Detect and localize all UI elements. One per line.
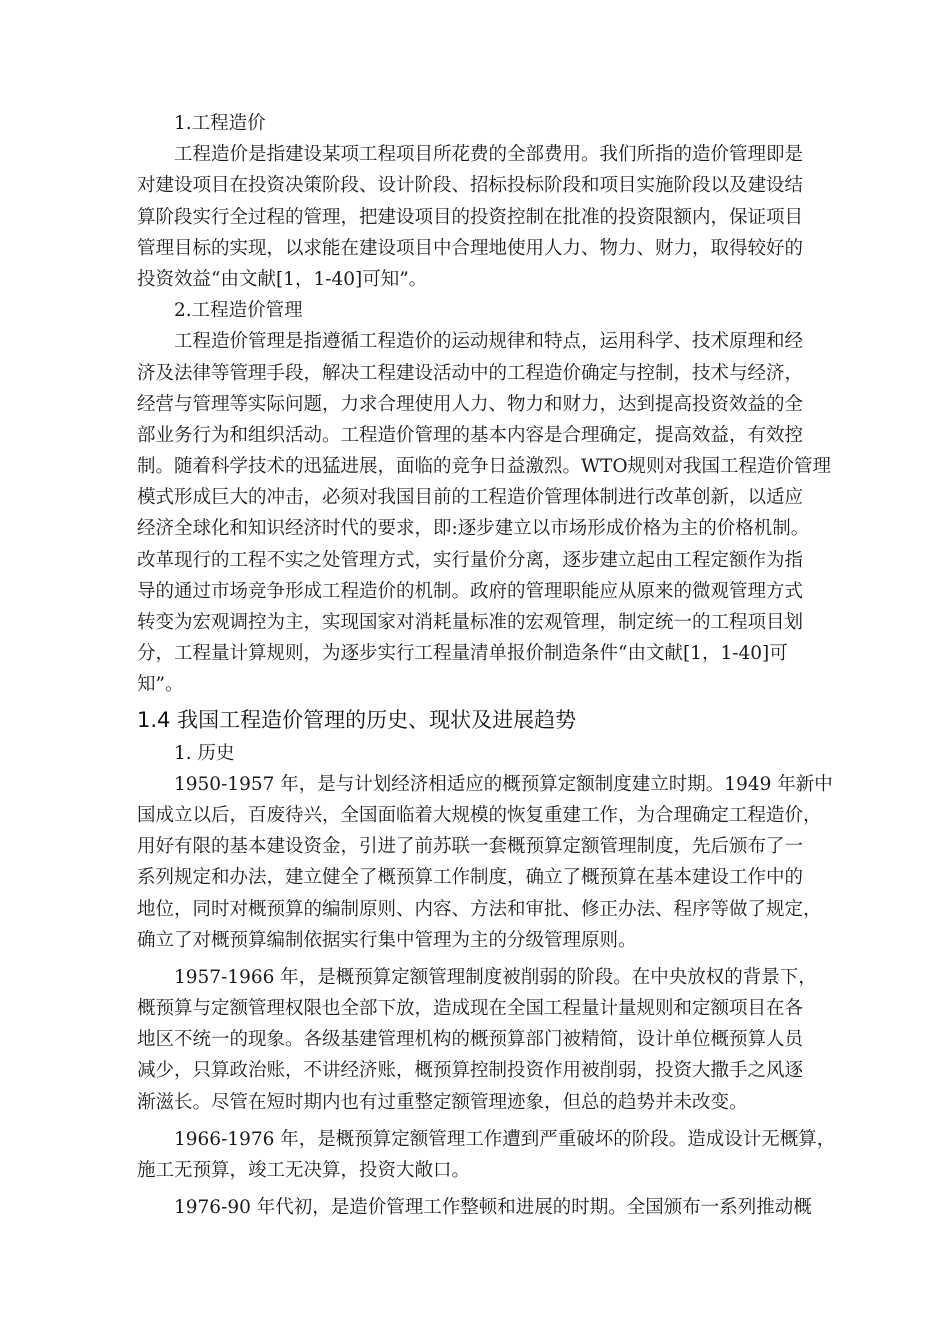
history-para-2-line: 减少，只算政治账，不讲经济账，概预算控制投资作用被削弱，投资大撒手之风逐 bbox=[137, 1060, 804, 1082]
section-2-line: 制。随着科学技术的迅猛进展，面临的竞争日益激烈。WTO规则对我国工程造价管理 bbox=[137, 456, 832, 478]
history-para-1-line: 地位，同时对概预算的编制原则、内容、方法和审批、修正办法、程序等做了规定， bbox=[137, 898, 822, 920]
history-para-1-line: 1950-1957 年，是与计划经济相适应的概预算定额制度建立时期。1949 年新中 bbox=[174, 773, 833, 795]
section-2-line: 部业务行为和组织活动。工程造价管理的基本内容是合理确定，提高效益，有效控 bbox=[137, 424, 804, 446]
history-para-2-line: 地区不统一的现象。各级基建管理机构的概预算部门被精简，设计单位概预算人员 bbox=[137, 1029, 804, 1051]
section-2-line: 分，工程量计算规则，为逐步实行工程量清单报价制造条件“由文献[1，1-40]可 bbox=[137, 643, 788, 665]
section-2-line: 导的通过市场竞争形成工程造价的机制。政府的管理职能应从原来的微观管理方式 bbox=[137, 580, 804, 602]
history-para-1-line: 确立了对概预算编制依据实行集中管理为主的分级管理原则。 bbox=[137, 929, 637, 951]
section-2-line: 改革现行的工程不实之处管理方式，实行量价分离，逐步建立起由工程定额作为指 bbox=[137, 549, 804, 571]
section-1-label: 1.工程造价 bbox=[174, 113, 266, 134]
document-page bbox=[137, 108, 851, 1223]
section-2-label: 2.工程造价管理 bbox=[174, 300, 303, 322]
history-label: 1. 历史 bbox=[174, 742, 235, 764]
section-heading-1-4: 1.4 我国工程造价管理的历史、现状及进展趋势 bbox=[137, 707, 577, 732]
section-2-line: 经济全球化和知识经济时代的要求，即:逐步建立以市场形成价格为主的价格机制。 bbox=[137, 518, 810, 540]
history-para-1-line: 用好有限的基本建设资金，引进了前苏联一套概预算定额管理制度，先后颁布了一 bbox=[137, 836, 804, 858]
section-1-line: 算阶段实行全过程的管理，把建设项目的投资控制在批准的投资限额内，保证项目 bbox=[137, 206, 804, 228]
section-2-line: 转变为宏观调控为主，实现国家对消耗量标准的宏观管理，制定统一的工程项目划 bbox=[137, 612, 804, 633]
section-1-line: 工程造价是指建设某项工程项目所花费的全部费用。我们所指的造价管理即是 bbox=[174, 144, 804, 166]
section-1-line: 对建设项目在投资决策阶段、设计阶段、招标投标阶段和项目实施阶段以及建设结 bbox=[137, 175, 804, 197]
history-para-3-line: 施工无预算，竣工无决算，投资大敞口。 bbox=[137, 1160, 471, 1181]
history-para-3-line: 1966-1976 年，是概预算定额管理工作遭到严重破坏的阶段。造成设计无概算， bbox=[174, 1128, 836, 1150]
history-para-1-line: 系列规定和办法，建立健全了概预算工作制度，确立了概预算在基本建设工作中的 bbox=[137, 867, 804, 889]
section-2-line: 知”。 bbox=[137, 674, 184, 696]
section-2-line: 济及法律等管理手段，解决工程建设活动中的工程造价确定与控制，技术与经济， bbox=[137, 362, 804, 384]
section-1-line: 投资效益“由文献[1，1-40]可知”。 bbox=[137, 268, 428, 290]
history-para-4-line: 1976-90 年代初，是造价管理工作整顿和进展的时期。全国颁布一系列推动概 bbox=[174, 1197, 812, 1219]
history-para-2-line: 渐滋长。尽管在短时期内也有过重整定额管理迹象，但总的趋势并未改变。 bbox=[137, 1091, 748, 1113]
section-1-line: 管理目标的实现，以求能在建设项目中合理地使用人力、物力、财力，取得较好的 bbox=[137, 237, 804, 259]
section-2-line: 模式形成巨大的冲击，必须对我国目前的工程造价管理体制进行改革创新，以适应 bbox=[137, 487, 804, 509]
history-para-1-line: 国成立以后，百废待兴，全国面临着大规模的恢复重建工作，为合理确定工程造价， bbox=[137, 804, 822, 826]
section-2-line: 经营与管理等实际问题，力求合理使用人力、物力和财力，达到提高投资效益的全 bbox=[137, 393, 804, 415]
history-para-2-line: 概预算与定额管理权限也全部下放，造成现在全国工程量计量规则和定额项目在各 bbox=[137, 998, 804, 1020]
history-para-2-line: 1957-1966 年，是概预算定额管理制度被削弱的阶段。在中央放权的背景下， bbox=[174, 966, 817, 988]
section-2-line: 工程造价管理是指遵循工程造价的运动规律和特点，运用科学、技术原理和经 bbox=[174, 331, 804, 353]
